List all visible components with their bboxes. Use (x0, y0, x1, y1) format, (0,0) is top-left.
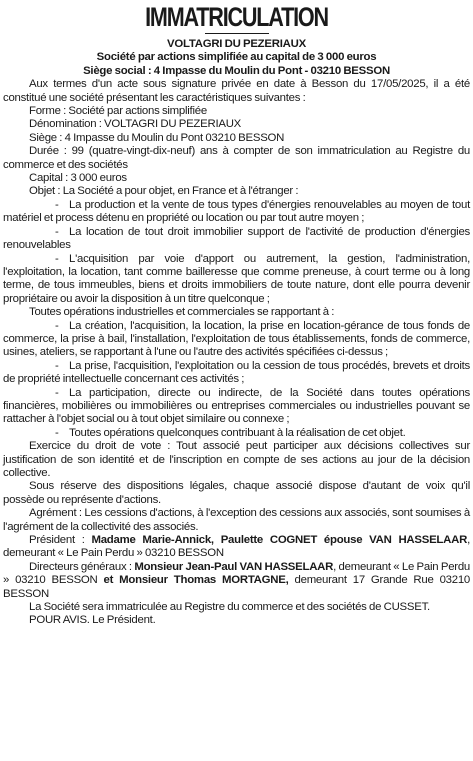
denomination-line: Dénomination : VOLTAGRI DU PEZERIAUX (29, 118, 242, 131)
president-address: , demeurant « Le Pain Perdu » 03210 BESSON (3, 534, 470, 560)
objet-item-text: La location de tout droit immobilier support de l'activité de production d'énergies renouvelables (3, 225, 470, 252)
objet-item (3, 226, 470, 253)
operations-item (3, 320, 470, 360)
president-name: Madame Marie-Annick, Paulette COGNET épouse VAN HASSELAAR (91, 534, 468, 547)
duree-line: Durée : 99 (quatre-vingt-dix-neuf) ans à compter de son immatriculation au Registre du commerce et des sociétés (3, 145, 470, 171)
notice-title: IMMATRICULATION (145, 2, 328, 32)
capital-line: Capital : 3 000 euros (29, 172, 127, 185)
forme-line: Forme : Société par actions simplifiée (29, 105, 207, 118)
vote-paragraph: Exercice du droit de vote : Tout associé peut participer aux décisions collectives sur justification de son identité et de l'inscription en compte de ses actions au jour de la décision collective. (3, 440, 470, 479)
operations-item (3, 387, 470, 427)
operations-item-text: La participation, directe ou indirecte, de la Société dans toutes opérations financières, mobilières ou immobilières ou entreprises commerciales ou industrielles pouvant se rattacher à l'objet social ou à tout objet similaire ou connexe ; (3, 386, 470, 426)
siege-line: Siège : 4 Impasse du Moulin du Pont 03210 BESSON (29, 131, 285, 144)
operations-item-text: La création, l'acquisition, la location, la prise en location-gérance de tous fonds de commerce, la prise à bail, l'installation, l'exploitation de tous établissements, fonds de commerce, usines, ateliers, se rapportant à l'une ou l'autre des activités spécifiées ci-dessus ; (3, 319, 470, 359)
intro-paragraph: Aux termes d'un acte sous signature privée en date à Besson du 17/05/2025, il a été constitué une société présentant les caractéristiques suivantes : (3, 78, 470, 104)
president-label: Président : (29, 534, 92, 547)
list-dash: - (55, 225, 59, 238)
directeur-2-address: demeurant 17 Grande Rue 03210 BESSON (3, 574, 471, 600)
company-capital-line: Société par actions simplifiée au capital de 3 000 euros (96, 51, 377, 64)
agrement-paragraph: Agrément : Les cessions d'actions, à l'exception des cessions aux associés, sont soumises à l'agrément de la collectivité des associés. (3, 507, 470, 533)
list-dash: - (55, 386, 59, 399)
president-paragraph (3, 534, 470, 561)
pour-avis-line: POUR AVIS. Le Président. (29, 614, 156, 627)
company-seat-line: Siège social : 4 Impasse du Moulin du Pont - 03210 BESSON (83, 64, 390, 77)
operations-item (3, 360, 470, 387)
operations-item-text: La prise, l'acquisition, l'exploitation ou la cession de tous procédés, brevets et droits de propriété intellectuelle concernant ces activités ; (3, 359, 470, 386)
objet-item-text: L'acquisition par voie d'apport ou autrement, la gestion, l'administration, l'exploitation, la location, tant comme bailleresse que comme preneuse, à court terme ou à long terme, de tous immeubles, biens et droits immobiliers de toute nature, dont elle pourra devenir propriétaire ou avoir la disposition à un titre quelconque ; (3, 252, 470, 305)
directeur-2-name: et Monsieur Thomas MORTAGNE, (103, 574, 289, 587)
registre-paragraph: La Société sera immatriculée au Registre du commerce et des sociétés de CUSSET. (29, 601, 430, 614)
company-name: VOLTAGRI DU PEZERIAUX (167, 38, 306, 50)
list-dash: - (55, 319, 59, 332)
objet-item (3, 253, 470, 307)
directeur-1-name: Monsieur Jean-Paul VAN HASSELAAR (134, 560, 334, 573)
operations-item (3, 427, 470, 440)
operations-item-text: Toutes opérations quelconques contribuant à la réalisation de cet objet. (69, 426, 406, 439)
objet-item-text: La production et la vente de tous types d'énergies renouvelables au moyen de tout matériel et process détenu en propriété ou location ou par tout autre moyen ; (3, 198, 470, 225)
list-dash: - (55, 198, 59, 211)
list-dash: - (55, 252, 59, 265)
notice-body (3, 38, 470, 628)
list-dash: - (55, 359, 59, 372)
title-divider (205, 33, 269, 34)
directeurs-label: Directeurs généraux : (29, 560, 135, 573)
objet-item (3, 199, 470, 226)
list-dash: - (55, 426, 59, 439)
objet-intro: Objet : La Société a pour objet, en France et à l'étranger : (29, 185, 299, 198)
directeurs-paragraph (3, 561, 470, 601)
voix-paragraph: Sous réserve des dispositions légales, chaque associé dispose d'autant de voix qu'il possède ou représente d'actions. (3, 480, 470, 506)
directeur-1-address: , demeurant « Le Pain Perdu » 03210 BESSON (3, 560, 470, 587)
operations-intro: Toutes opérations industrielles et commerciales se rapportant à : (29, 306, 335, 319)
